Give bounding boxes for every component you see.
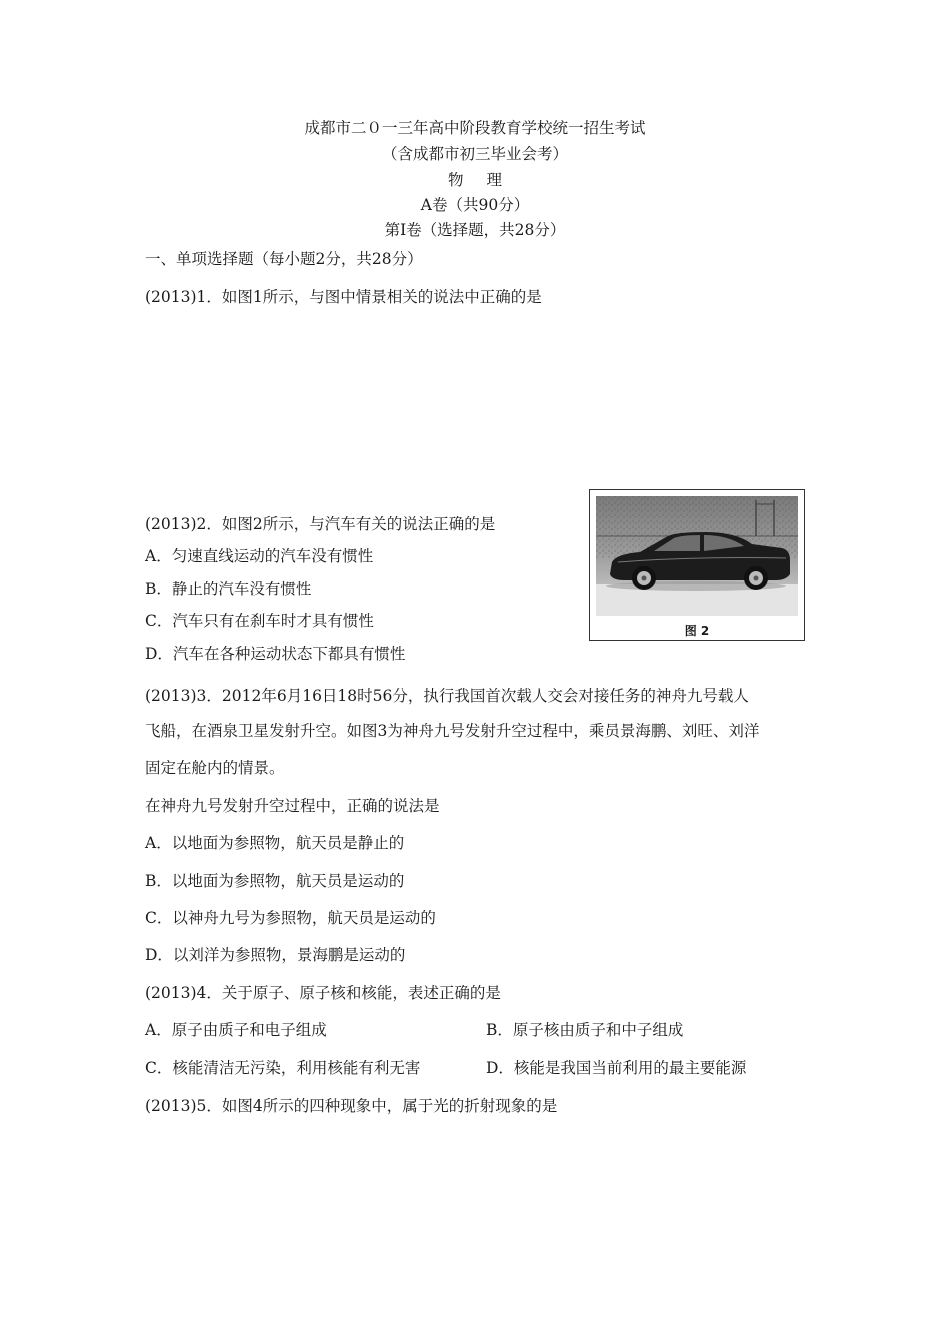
question-2-option-c: C．汽车只有在刹车时才具有惯性: [145, 612, 374, 630]
question-3-question: 在神舟九号发射升空过程中，正确的说法是: [145, 797, 440, 815]
question-2-option-b: B．静止的汽车没有惯性: [145, 580, 312, 598]
question-3-stem-line-1: (2013)3．2012年6月16日18时56分，执行我国首次载人交会对接任务的神舟九号载人: [145, 687, 749, 705]
question-3-stem-line-2: 飞船，在酒泉卫星发射升空。如图3为神舟九号发射升空过程中，乘员景海鹏、刘旺、刘洋: [145, 722, 760, 740]
section-heading: 一、单项选择题（每小题2分，共28分）: [145, 250, 423, 268]
question-3-option-a: A．以地面为参照物，航天员是静止的: [145, 834, 405, 852]
volume-title: A卷（共90分）: [420, 196, 530, 214]
question-3-option-c: C．以神舟九号为参照物，航天员是运动的: [145, 909, 436, 927]
question-4-option-d: D．核能是我国当前利用的最主要能源: [486, 1059, 747, 1077]
figure-2: [589, 489, 805, 641]
question-2-stem: (2013)2．如图2所示，与汽车有关的说法正确的是: [145, 515, 496, 533]
question-5-stem: (2013)5．如图4所示的四种现象中，属于光的折射现象的是: [145, 1097, 558, 1115]
question-3-option-d: D．以刘洋为参照物，景海鹏是运动的: [145, 946, 406, 964]
car-photo: [596, 496, 798, 616]
question-2-option-a: A．匀速直线运动的汽车没有惯性: [145, 547, 374, 565]
question-1-stem: (2013)1．如图1所示，与图中情景相关的说法中正确的是: [145, 288, 542, 306]
question-4-stem: (2013)4．关于原子、原子核和核能，表述正确的是: [145, 984, 501, 1002]
exam-subtitle: （含成都市初三毕业会考）: [381, 145, 568, 163]
part-title: 第Ⅰ卷（选择题，共28分）: [384, 221, 566, 239]
question-2-option-d: D．汽车在各种运动状态下都具有惯性: [145, 645, 406, 663]
figure-2-caption: 图 2: [684, 624, 710, 638]
question-3-stem-line-3: 固定在舱内的情景。: [145, 759, 285, 777]
question-3-option-b: B．以地面为参照物，航天员是运动的: [145, 872, 405, 890]
exam-title: 成都市二０一三年高中阶段教育学校统一招生考试: [304, 119, 646, 137]
question-4-option-b: B．原子核由质子和中子组成: [486, 1021, 684, 1039]
subject-title: 物 理: [448, 171, 502, 189]
question-4-option-a: A．原子由质子和电子组成: [145, 1021, 327, 1039]
question-4-option-c: C．核能清洁无污染，利用核能有利无害: [145, 1059, 421, 1077]
